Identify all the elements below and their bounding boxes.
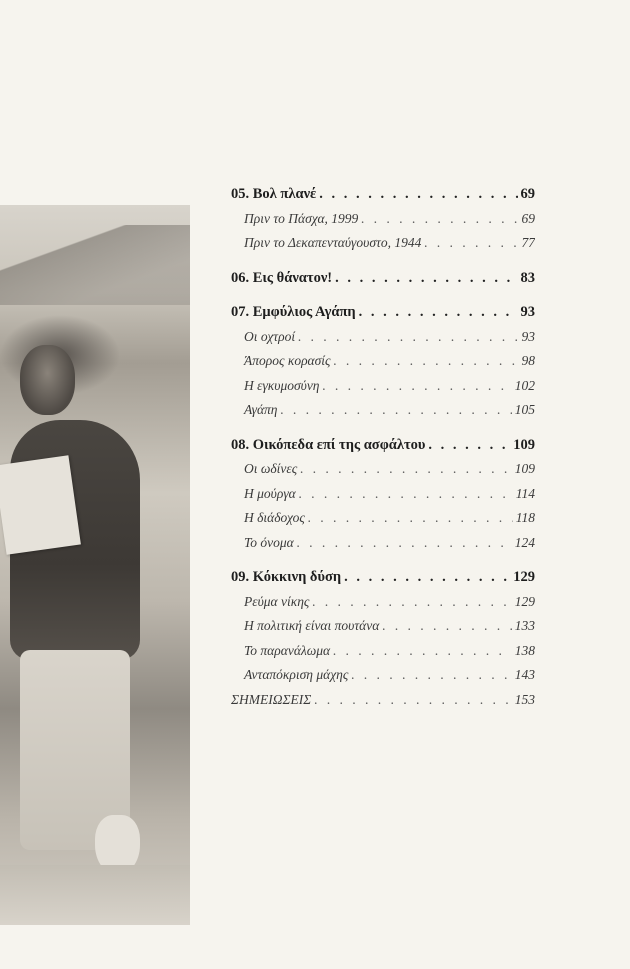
page-number: 129	[513, 569, 535, 585]
dot-leader	[297, 531, 512, 556]
toc-entry[interactable]	[231, 398, 535, 423]
dot-leader	[361, 207, 518, 232]
page-number: 153	[514, 691, 535, 707]
toc-entry[interactable]	[231, 639, 535, 664]
toc-entry[interactable]	[231, 325, 535, 350]
toc-entry[interactable]	[231, 457, 535, 482]
entry-title: Η μούργα	[244, 485, 296, 501]
page-number: 69	[521, 210, 535, 226]
toc-chapter-05[interactable]	[231, 182, 535, 207]
toc-entry[interactable]	[231, 531, 535, 556]
entry-title: Η πολιτική είναι πουτάνα	[244, 618, 380, 633]
dot-leader	[281, 398, 512, 423]
dot-leader	[333, 639, 512, 664]
toc-chapter-06[interactable]	[231, 266, 535, 291]
toc-chapter-07[interactable]	[231, 300, 535, 325]
page-number: 124	[514, 534, 535, 550]
dot-leader	[300, 457, 512, 482]
entry-title: Η διάδοχος	[244, 510, 305, 525]
toc-entry[interactable]	[231, 663, 535, 688]
chapter-title: 06. Εις θάνατον!	[231, 269, 333, 286]
entry-title: Το όνομα	[244, 534, 294, 550]
page-number: 114	[515, 485, 535, 501]
entry-title: Οι οχτροί	[244, 328, 296, 344]
photo-figure-head	[20, 345, 75, 415]
entry-title: Ρεύμα νίκης	[244, 593, 310, 609]
toc-entry[interactable]	[231, 231, 535, 256]
dot-leader	[314, 688, 511, 713]
page-number: 77	[521, 235, 535, 250]
toc-entry[interactable]	[231, 590, 535, 615]
page-number: 98	[521, 353, 535, 368]
photo-ground	[0, 865, 190, 925]
page-number: 143	[514, 667, 535, 682]
toc-chapter-08[interactable]	[231, 433, 535, 458]
page-number: 105	[514, 402, 535, 417]
dot-leader	[323, 374, 512, 399]
dot-leader	[299, 482, 513, 507]
entry-title: Οι ωδίνες	[244, 461, 298, 476]
dot-leader	[298, 325, 518, 350]
notes-title: ΣΗΜΕΙΩΣΕΙΣ	[231, 691, 312, 707]
dot-leader	[344, 565, 510, 590]
entry-title: Πριν το Δεκαπενταύγουστο, 1944	[244, 235, 422, 250]
page-number: 69	[520, 186, 535, 202]
toc-entry[interactable]	[231, 482, 535, 507]
page-number: 138	[514, 642, 535, 658]
page-number: 109	[513, 436, 535, 453]
entry-title: Πριν το Πάσχα, 1999	[244, 210, 359, 226]
dot-leader	[351, 663, 511, 688]
photo-rooftop	[0, 225, 190, 305]
chapter-title: 08. Οικόπεδα επί της ασφάλτου	[231, 436, 426, 453]
dot-leader	[424, 231, 518, 256]
dot-leader	[312, 590, 511, 615]
toc-entry[interactable]	[231, 374, 535, 399]
dot-leader	[428, 433, 510, 458]
page-number: 129	[514, 593, 535, 609]
chapter-title: 05. Βολ πλανέ	[231, 186, 317, 202]
toc-entry[interactable]	[231, 207, 535, 232]
table-of-contents	[231, 182, 535, 712]
page-number: 93	[520, 304, 535, 320]
dot-leader	[382, 614, 511, 639]
toc-notes[interactable]	[231, 688, 535, 713]
page-number: 102	[514, 377, 535, 393]
toc-entry[interactable]	[231, 614, 535, 639]
entry-title: Αγάπη	[244, 402, 278, 417]
page-number: 118	[515, 510, 535, 525]
page-number: 133	[514, 618, 535, 633]
chapter-title: 09. Κόκκινη δύση	[231, 569, 342, 585]
chapter-title: 07. Εμφύλιος Αγάπη	[231, 304, 356, 320]
page-number: 93	[521, 328, 535, 344]
entry-title: Η εγκυμοσύνη	[244, 377, 320, 393]
dot-leader	[319, 182, 517, 207]
entry-title: Το παρανάλωμα	[244, 642, 331, 658]
dot-leader	[359, 300, 518, 325]
toc-entry[interactable]	[231, 506, 535, 531]
entry-title: Άπορος κορασίς	[244, 353, 331, 368]
dot-leader	[335, 266, 517, 291]
entry-title: Ανταπόκριση μάχης	[244, 667, 349, 682]
page-number: 83	[520, 269, 535, 286]
dot-leader	[334, 349, 519, 374]
sepia-photograph-man-reading-newspaper	[0, 205, 190, 925]
photo-newspaper	[0, 455, 81, 555]
page-number: 109	[514, 461, 535, 476]
toc-chapter-09[interactable]	[231, 565, 535, 590]
toc-entry[interactable]	[231, 349, 535, 374]
dot-leader	[308, 506, 513, 531]
